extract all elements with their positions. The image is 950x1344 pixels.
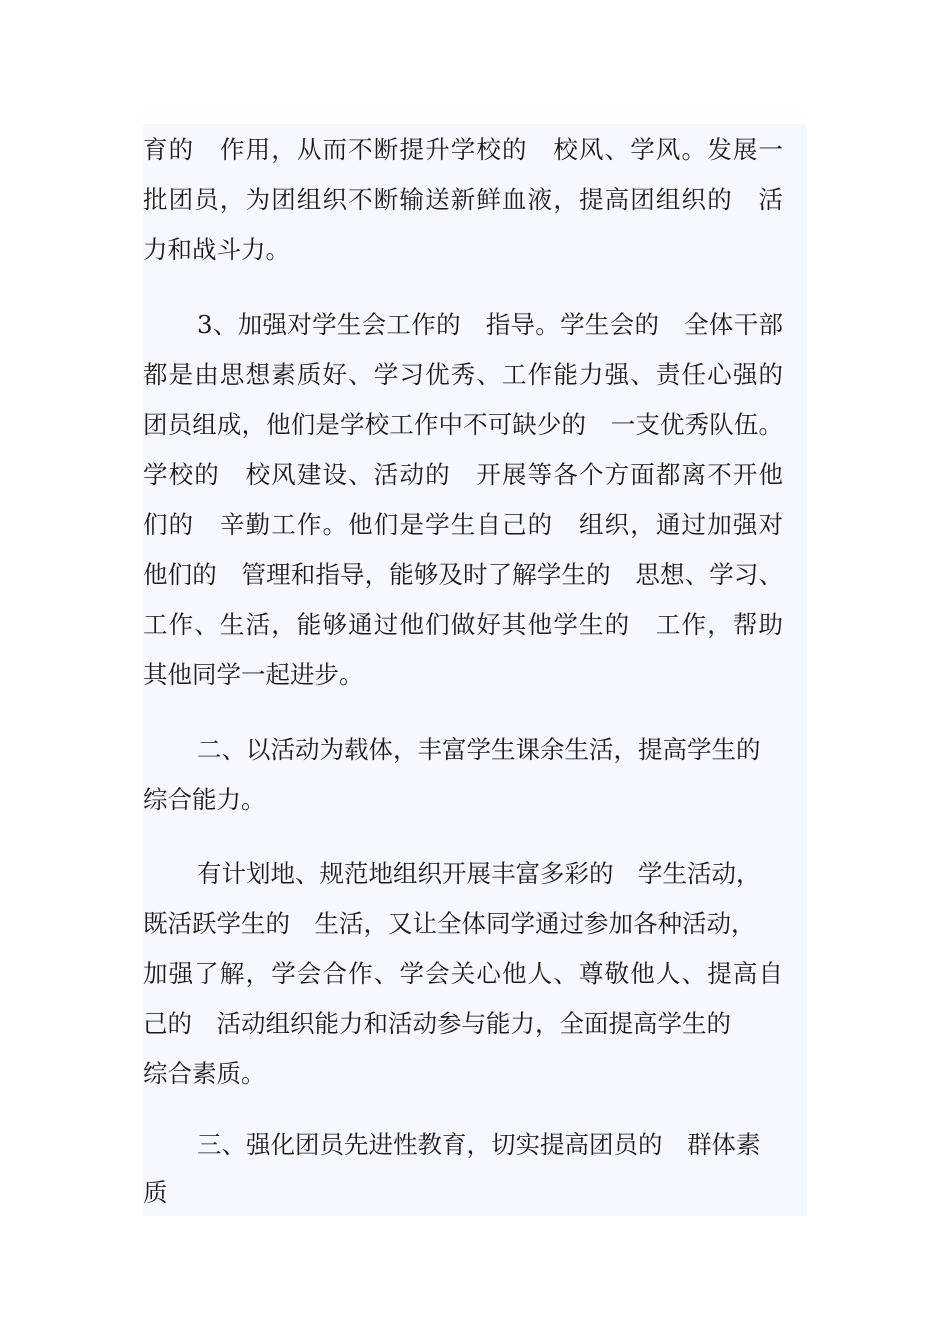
paragraph-line: 育的 作用，从而不断提升学校的 校风、学风。发展一: [143, 135, 783, 164]
paragraph-line: 都是由思想素质好、学习优秀、工作能力强、责任心强的: [143, 360, 783, 389]
section-heading-line: 综合能力。: [143, 785, 266, 814]
paragraph-line: 力和战斗力。: [143, 235, 290, 264]
paragraph-line: 团员组成，他们是学校工作中不可缺少的 一支优秀队伍。: [143, 410, 783, 439]
paragraph-line: 学校的 校风建设、活动的 开展等各个方面都离不开他: [143, 460, 783, 489]
paragraph-line: 他们的 管理和指导，能够及时了解学生的 思想、学习、: [143, 560, 783, 589]
paragraph-line: 有计划地、规范地组织开展丰富多彩的 学生活动，: [197, 859, 761, 888]
paragraph-line: 既活跃学生的 生活，又让全体同学通过参加各种活动，: [143, 909, 756, 938]
paragraph-line: 3、加强对学生会工作的 指导。学生会的 全体干部: [197, 310, 783, 339]
document-text-block: [143, 124, 807, 1216]
paragraph-line: 其他同学一起进步。: [143, 660, 364, 689]
section-heading-line: 三、强化团员先进性教育，切实提高团员的 群体素: [197, 1130, 761, 1159]
paragraph-line: 批团员，为团组织不断输送新鲜血液，提高团组织的 活: [143, 185, 783, 214]
section-heading-line: 质: [143, 1178, 168, 1207]
paragraph-line: 工作、生活，能够通过他们做好其他学生的 工作，帮助: [143, 610, 783, 639]
paragraph-line: 己的 活动组织能力和活动参与能力，全面提高学生的: [143, 1009, 731, 1038]
section-heading-line: 二、以活动为载体，丰富学生课余生活，提高学生的: [197, 735, 761, 764]
paragraph-line: 加强了解，学会合作、学会关心他人、尊敬他人、提高自: [143, 959, 783, 988]
paragraph-line: 们的 辛勤工作。他们是学生自己的 组织，通过加强对: [143, 510, 783, 539]
paragraph-line: 综合素质。: [143, 1059, 266, 1088]
